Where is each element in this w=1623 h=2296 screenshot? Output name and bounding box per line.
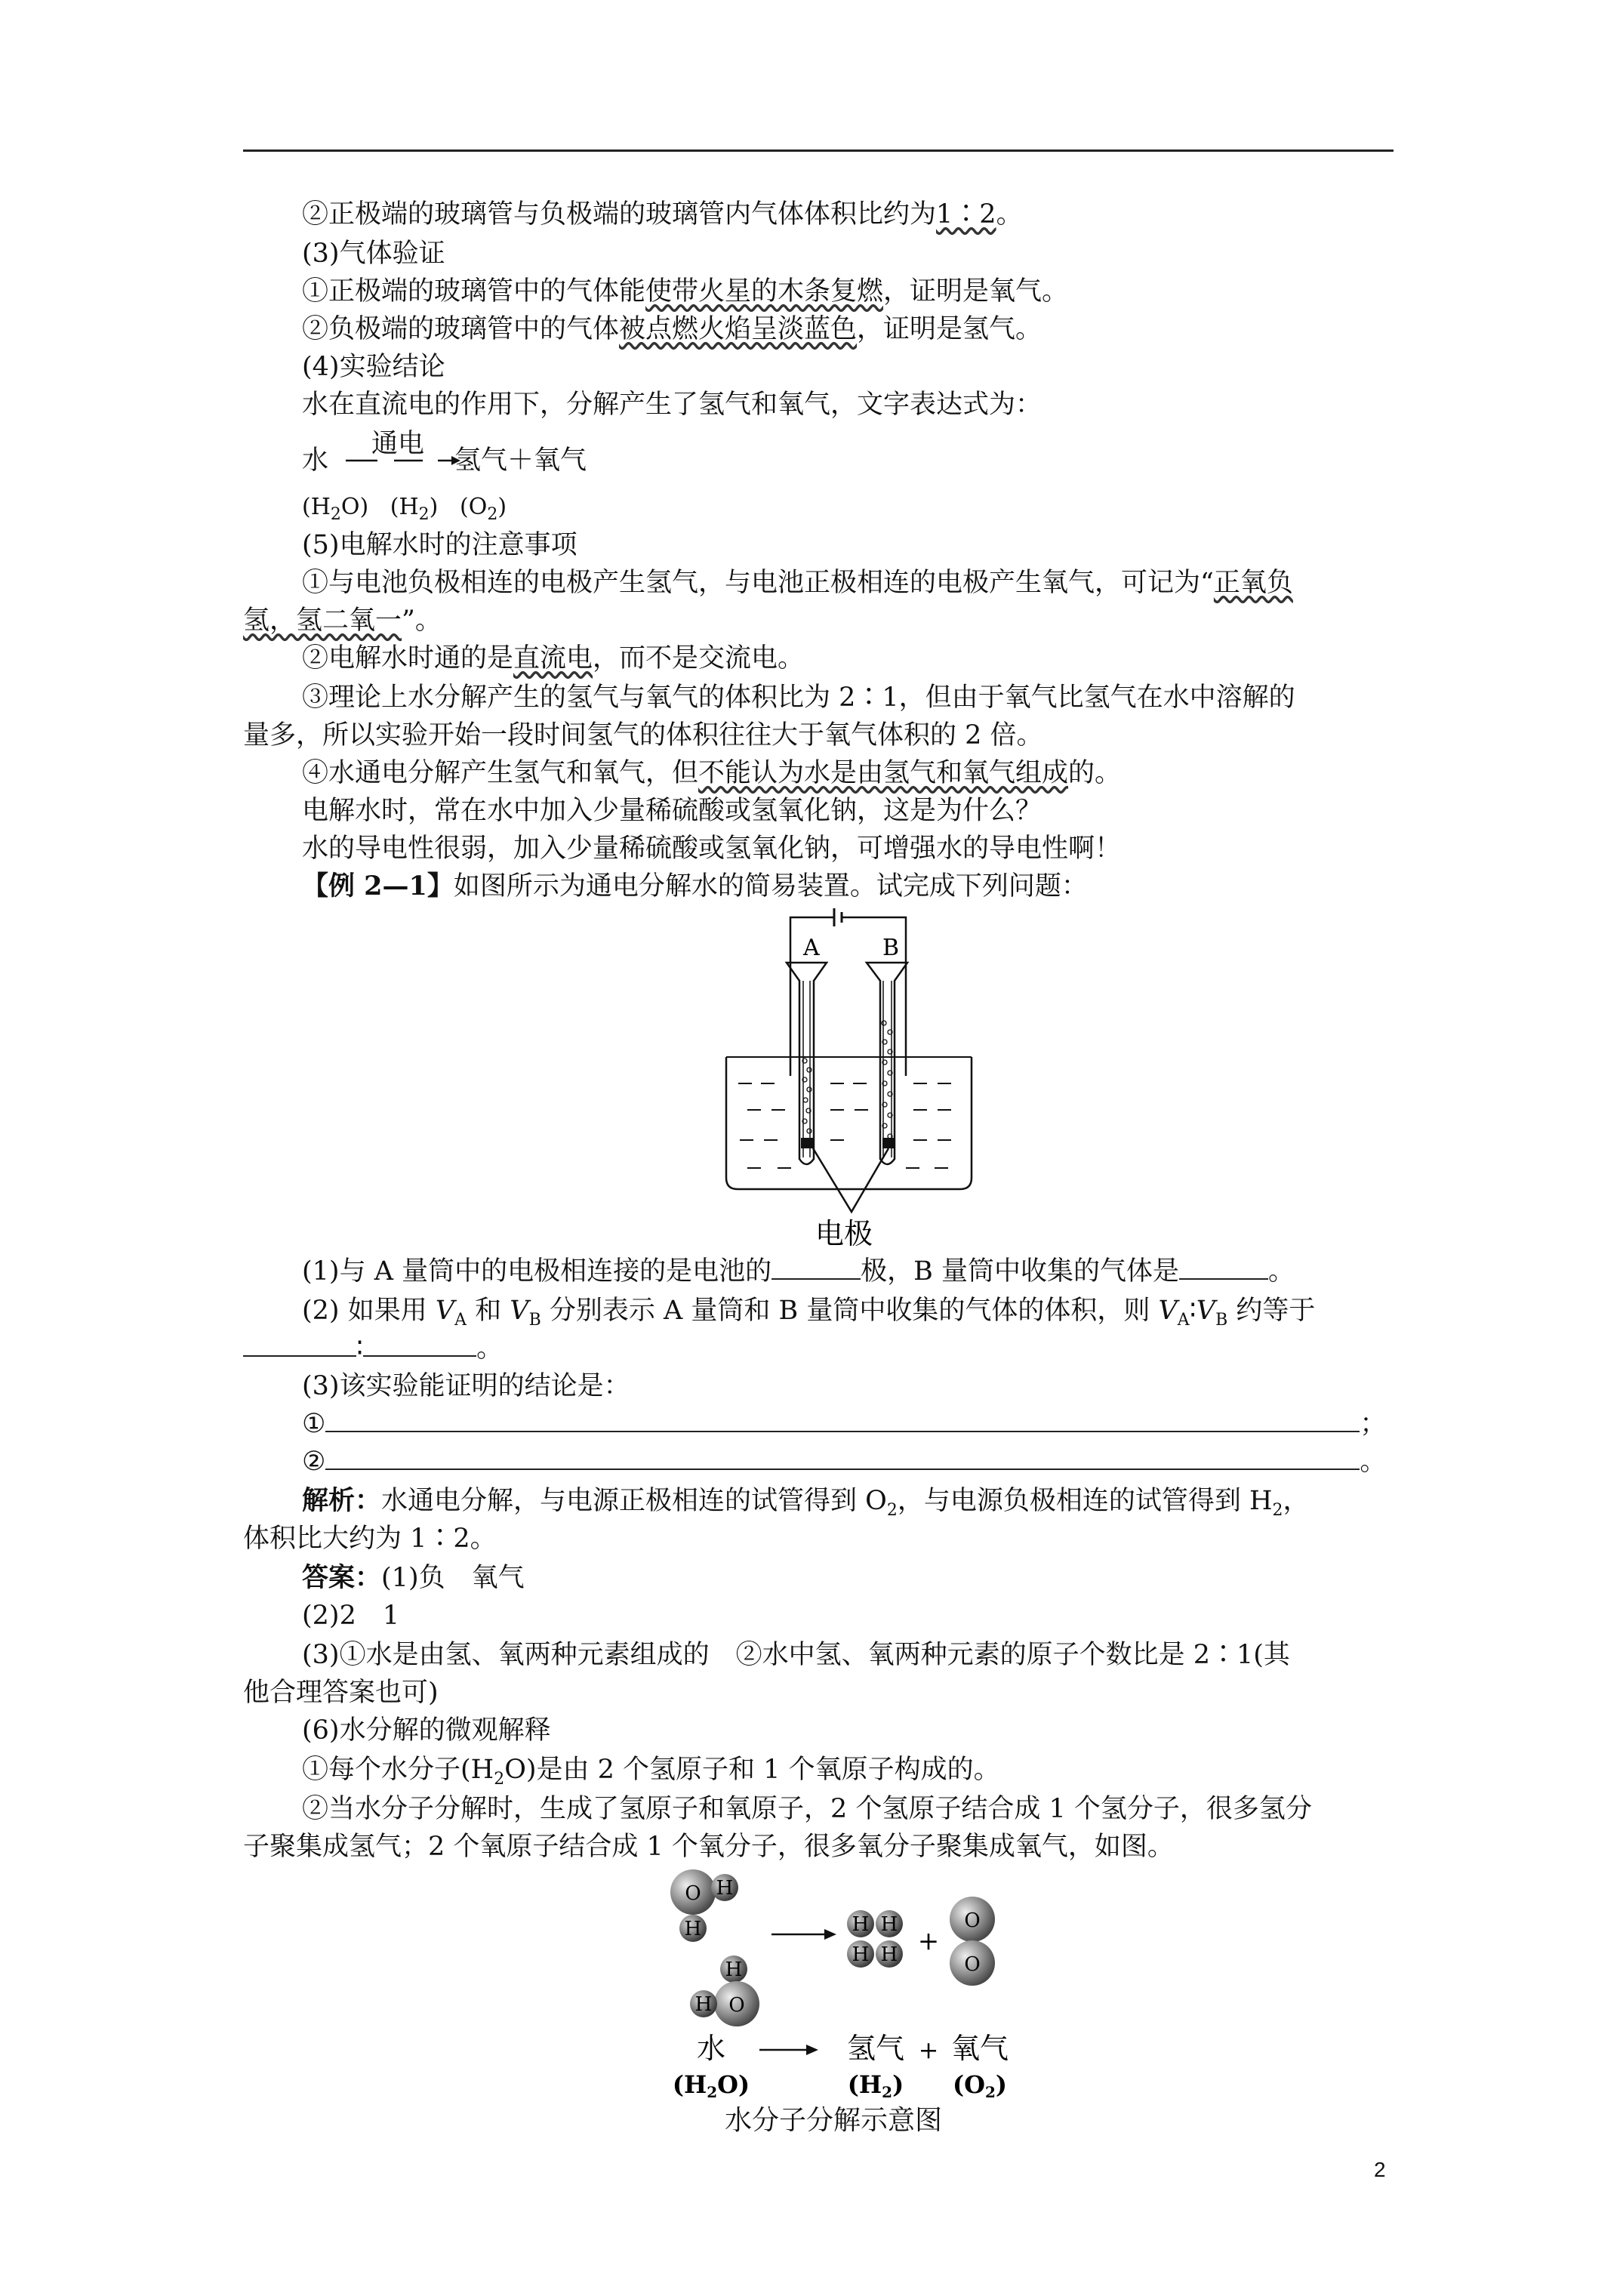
header-rule xyxy=(243,149,1394,152)
eq-condition: 通电 xyxy=(371,429,425,459)
text-line: ①与电池负极相连的电极产生氢气，与电池正极相连的电极产生氧气，可记为“正氧负 xyxy=(302,568,1293,598)
hydrogen-label: 氢气 xyxy=(846,2032,905,2065)
oxygen-formula: (O2) xyxy=(952,2070,1008,2099)
eq-products: 氢气＋氧气 xyxy=(454,445,587,476)
tube-a-label: A xyxy=(803,935,820,961)
section-heading: (4)实验结论 xyxy=(302,352,445,382)
text-line: ④水通电分解产生氢气和氧气，但不能认为水是由氢气和氧气组成的。 xyxy=(302,758,1122,788)
svg-text:H: H xyxy=(852,1943,870,1966)
svg-text:O: O xyxy=(685,1882,701,1905)
section-heading: (5)电解水时的注意事项 xyxy=(302,530,577,560)
question-2-answer-line: ∶ 。 xyxy=(243,1332,1394,1365)
word-equation xyxy=(302,423,679,483)
analysis: 解析：水通电分解，与电源正极相连的试管得到 $O_2$，与电源负极相连的试管得到 $H_2$， xyxy=(302,1485,1310,1520)
eq-reactant: 水 xyxy=(302,445,329,476)
svg-text:H: H xyxy=(852,1913,870,1936)
tube-b-label: B xyxy=(882,935,900,961)
svg-text:H: H xyxy=(694,1993,713,2016)
answer-key-3: (3)①水是由氢、氧两种元素组成的 ②水中氢、氧两种元素的原子个数比是 2∶1(其 xyxy=(302,1640,1290,1670)
text-line: 子聚集成氢气；2 个氧原子结合成 1 个氧分子，很多氧分子聚集成氧气，如图。 xyxy=(243,1832,1174,1862)
svg-text:+: + xyxy=(918,2036,939,2064)
example-heading: 【例 2—1】如图所示为通电分解水的简易装置。试完成下列问题： xyxy=(302,871,1088,901)
analysis-cont: 体积比大约为 1∶2。 xyxy=(243,1524,497,1554)
text-line: ③理论上水分解产生的氢气与氧气的体积比为 2∶1，但由于氧气比氢气在水中溶解的 xyxy=(302,683,1295,713)
text-line: ②当水分子分解时，生成了氢原子和氧原子，2 个氢原子结合成 1 个氢分子，很多氢分 xyxy=(302,1794,1312,1824)
svg-text:H: H xyxy=(880,1943,898,1966)
text-line: ②电解水时通的是直流电，而不是交流电。 xyxy=(302,643,805,673)
question-3: (3)该实验能证明的结论是： xyxy=(302,1371,630,1401)
section-heading: (6)水分解的微观解释 xyxy=(302,1715,551,1746)
figure-caption: 水分子分解示意图 xyxy=(725,2105,943,2136)
electrode-label: 电极 xyxy=(815,1217,873,1250)
text-line: 水的导电性很弱，加入少量稀硫酸或氢氧化钠，可增强水的导电性啊！ xyxy=(302,834,1122,864)
question-1: (1)与 A 量筒中的电极相连接的是电池的 极，B 量筒中收集的气体是 。 xyxy=(302,1256,1295,1287)
electrolysis-apparatus-figure xyxy=(725,902,974,1250)
text-line: 量多，所以实验开始一段时间氢气的体积往往大于氧气体积的 2 倍。 xyxy=(243,720,1043,750)
water-formula: (H2O) xyxy=(672,2070,750,2099)
text-line: 电解水时，常在水中加入少量稀硫酸或氢氧化钠，这是为什么？ xyxy=(302,796,1042,826)
section-heading: (3)气体验证 xyxy=(302,239,445,269)
text-line: ②负极端的玻璃管中的气体被点燃火焰呈淡蓝色，证明是氢气。 xyxy=(302,314,1042,344)
water-label: 水 xyxy=(696,2032,726,2065)
text-line: ②正极端的玻璃管与负极端的玻璃管内气体体积比约为1∶2。 xyxy=(302,199,1023,230)
text-line: 氢，氢二氧一”。 xyxy=(243,606,442,636)
formula-line: $(H_2O)$ $(H_2)$ $(O_2)$ xyxy=(302,494,507,524)
question-3-blank-2: ② 。 xyxy=(302,1447,1387,1477)
page-number: 2 xyxy=(1374,2158,1386,2181)
question-2: (2) 如果用 $V_A$ 和 $V_B$ 分别表示 A 量筒和 B 量筒中收集的气体的体积，则 $V_A∶V_B$ 约等于 xyxy=(302,1296,1316,1330)
eq-arrow xyxy=(340,453,460,468)
answer-key-2: (2)2 1 xyxy=(302,1601,400,1631)
answer-key-3-cont: 他合理答案也可) xyxy=(243,1678,439,1708)
text-line: 水在直流电的作用下，分解产生了氢气和氧气，文字表达式为： xyxy=(302,390,1042,420)
text-line: ①正极端的玻璃管中的气体能使带火星的木条复燃，证明是氧气。 xyxy=(302,276,1069,307)
answer-key: 答案：(1)负 氧气 xyxy=(302,1562,525,1593)
svg-text:H: H xyxy=(716,1877,734,1900)
svg-text:O: O xyxy=(728,1994,745,2017)
svg-text:O: O xyxy=(964,1953,981,1976)
oxygen-label: 氧气 xyxy=(950,2032,1009,2065)
text-line: ①每个水分子$(H_2O)$是由 2 个氢原子和 1 个氧原子构成的。 xyxy=(302,1755,1000,1789)
molecule-decomposition-figure xyxy=(649,1865,1042,2099)
svg-text:O: O xyxy=(964,1909,981,1932)
svg-text:H: H xyxy=(725,1959,743,1981)
svg-text:H: H xyxy=(684,1918,702,1940)
hydrogen-formula: (H2) xyxy=(847,2070,904,2099)
svg-text:+: + xyxy=(917,1926,940,1956)
question-3-blank-1: ① ； xyxy=(302,1409,1387,1439)
svg-text:H: H xyxy=(880,1913,898,1936)
